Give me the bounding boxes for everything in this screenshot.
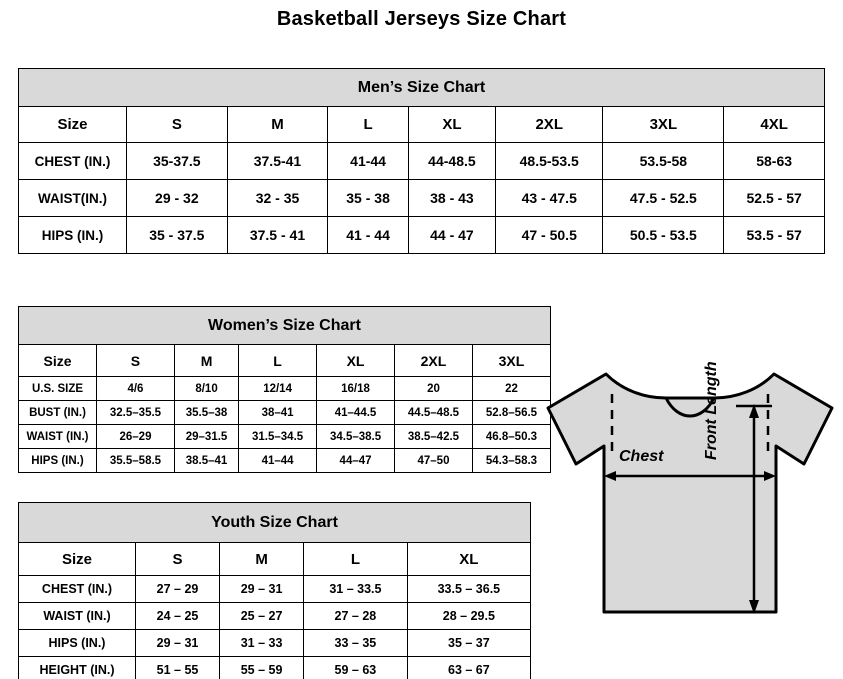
table-row (19, 377, 551, 401)
table-cell: 4/6 (97, 377, 175, 401)
table-cell: 33 – 35 (304, 630, 408, 657)
womens-size-chart-section (18, 306, 551, 473)
table-cell: 35 - 37.5 (127, 217, 228, 254)
row-label: HEIGHT (IN.) (19, 657, 136, 679)
table-cell: 47.5 - 52.5 (603, 180, 724, 217)
table-caption-row (19, 503, 531, 543)
womens-size-chart-table (18, 306, 551, 473)
table-cell: 44.5–48.5 (395, 401, 473, 425)
table-cell: 16/18 (317, 377, 395, 401)
column-header: Size (19, 543, 136, 576)
table-cell: 34.5–38.5 (317, 425, 395, 449)
column-header: S (127, 107, 228, 143)
table-row (19, 657, 531, 679)
table-cell: 37.5-41 (227, 143, 328, 180)
table-cell: 31 – 33 (220, 630, 304, 657)
table-cell: 35-37.5 (127, 143, 228, 180)
row-label: U.S. SIZE (19, 377, 97, 401)
table-cell: 54.3–58.3 (472, 449, 550, 473)
column-header: 3XL (603, 107, 724, 143)
table-cell: 35.5–38 (174, 401, 238, 425)
table-row (19, 630, 531, 657)
chest-label: Chest (619, 448, 664, 465)
column-header: M (174, 345, 238, 377)
table-cell: 46.8–50.3 (472, 425, 550, 449)
table-cell: 38.5–42.5 (395, 425, 473, 449)
table-cell: 51 – 55 (136, 657, 220, 679)
table-cell: 35 – 37 (407, 630, 530, 657)
shirt-outline (548, 374, 832, 612)
page-title: Basketball Jerseys Size Chart (276, 8, 567, 30)
table-cell: 53.5-58 (603, 143, 724, 180)
table-cell: 24 – 25 (136, 603, 220, 630)
table-cell: 38 - 43 (408, 180, 495, 217)
column-header: Size (19, 345, 97, 377)
table-cell: 43 - 47.5 (496, 180, 603, 217)
table-cell: 59 – 63 (304, 657, 408, 679)
row-label: WAIST(IN.) (19, 180, 127, 217)
column-header: Size (19, 107, 127, 143)
table-cell: 35 - 38 (328, 180, 409, 217)
table-cell: 20 (395, 377, 473, 401)
table-cell: 55 – 59 (220, 657, 304, 679)
row-label: WAIST (IN.) (19, 603, 136, 630)
table-cell: 41–44 (239, 449, 317, 473)
table-cell: 26–29 (97, 425, 175, 449)
column-header: 3XL (472, 345, 550, 377)
mens-size-chart-table (18, 68, 825, 254)
table-cell: 32 - 35 (227, 180, 328, 217)
table-row (19, 603, 531, 630)
table-cell: 27 – 28 (304, 603, 408, 630)
table-cell: 12/14 (239, 377, 317, 401)
table-cell: 44-48.5 (408, 143, 495, 180)
column-header: XL (407, 543, 530, 576)
table-cell: 44 - 47 (408, 217, 495, 254)
table-row (19, 217, 825, 254)
column-header: 2XL (395, 345, 473, 377)
table-cell: 44–47 (317, 449, 395, 473)
table-cell: 28 – 29.5 (407, 603, 530, 630)
table-row (19, 576, 531, 603)
table-cell: 31.5–34.5 (239, 425, 317, 449)
table-cell: 33.5 – 36.5 (407, 576, 530, 603)
table-cell: 29 – 31 (136, 630, 220, 657)
column-header: L (328, 107, 409, 143)
table-caption-row (19, 69, 825, 107)
table-cell: 41-44 (328, 143, 409, 180)
column-header: 2XL (496, 107, 603, 143)
table-cell: 8/10 (174, 377, 238, 401)
table-cell: 41 - 44 (328, 217, 409, 254)
row-label: HIPS (IN.) (19, 217, 127, 254)
table-cell: 22 (472, 377, 550, 401)
row-label: CHEST (IN.) (19, 143, 127, 180)
youth-size-chart-section (18, 502, 531, 679)
mens-size-chart-section (18, 68, 825, 254)
youth-chart-caption: Youth Size Chart (19, 503, 531, 543)
table-cell: 32.5–35.5 (97, 401, 175, 425)
table-cell: 29–31.5 (174, 425, 238, 449)
table-cell: 35.5–58.5 (97, 449, 175, 473)
table-cell: 38.5–41 (174, 449, 238, 473)
column-header: M (220, 543, 304, 576)
table-cell: 29 - 32 (127, 180, 228, 217)
row-label: WAIST (IN.) (19, 425, 97, 449)
jersey-measurement-diagram (540, 360, 840, 679)
table-cell: 52.8–56.5 (472, 401, 550, 425)
row-label: BUST (IN.) (19, 401, 97, 425)
column-header: L (304, 543, 408, 576)
table-cell: 58-63 (724, 143, 825, 180)
table-cell: 63 – 67 (407, 657, 530, 679)
table-cell: 38–41 (239, 401, 317, 425)
table-row (19, 449, 551, 473)
table-row (19, 401, 551, 425)
table-cell: 41–44.5 (317, 401, 395, 425)
column-header: L (239, 345, 317, 377)
column-header: S (97, 345, 175, 377)
table-cell: 27 – 29 (136, 576, 220, 603)
table-row (19, 425, 551, 449)
front-length-label: Front Length (703, 361, 720, 460)
table-header-row (19, 543, 531, 576)
table-cell: 52.5 - 57 (724, 180, 825, 217)
table-cell: 25 – 27 (220, 603, 304, 630)
column-header: XL (317, 345, 395, 377)
row-label: HIPS (IN.) (19, 449, 97, 473)
youth-size-chart-table (18, 502, 531, 679)
table-cell: 53.5 - 57 (724, 217, 825, 254)
table-row (19, 143, 825, 180)
table-cell: 29 – 31 (220, 576, 304, 603)
row-label: CHEST (IN.) (19, 576, 136, 603)
column-header: 4XL (724, 107, 825, 143)
mens-chart-caption: Men’s Size Chart (19, 69, 825, 107)
column-header: XL (408, 107, 495, 143)
table-cell: 50.5 - 53.5 (603, 217, 724, 254)
table-cell: 47 - 50.5 (496, 217, 603, 254)
table-header-row (19, 345, 551, 377)
size-chart-page (0, 8, 843, 679)
table-cell: 48.5-53.5 (496, 143, 603, 180)
row-label: HIPS (IN.) (19, 630, 136, 657)
column-header: S (136, 543, 220, 576)
table-cell: 47–50 (395, 449, 473, 473)
table-header-row (19, 107, 825, 143)
table-row (19, 180, 825, 217)
shirt-illustration-icon (540, 360, 840, 660)
column-header: M (227, 107, 328, 143)
womens-chart-caption: Women’s Size Chart (19, 307, 551, 345)
table-cell: 31 – 33.5 (304, 576, 408, 603)
table-caption-row (19, 307, 551, 345)
table-cell: 37.5 - 41 (227, 217, 328, 254)
